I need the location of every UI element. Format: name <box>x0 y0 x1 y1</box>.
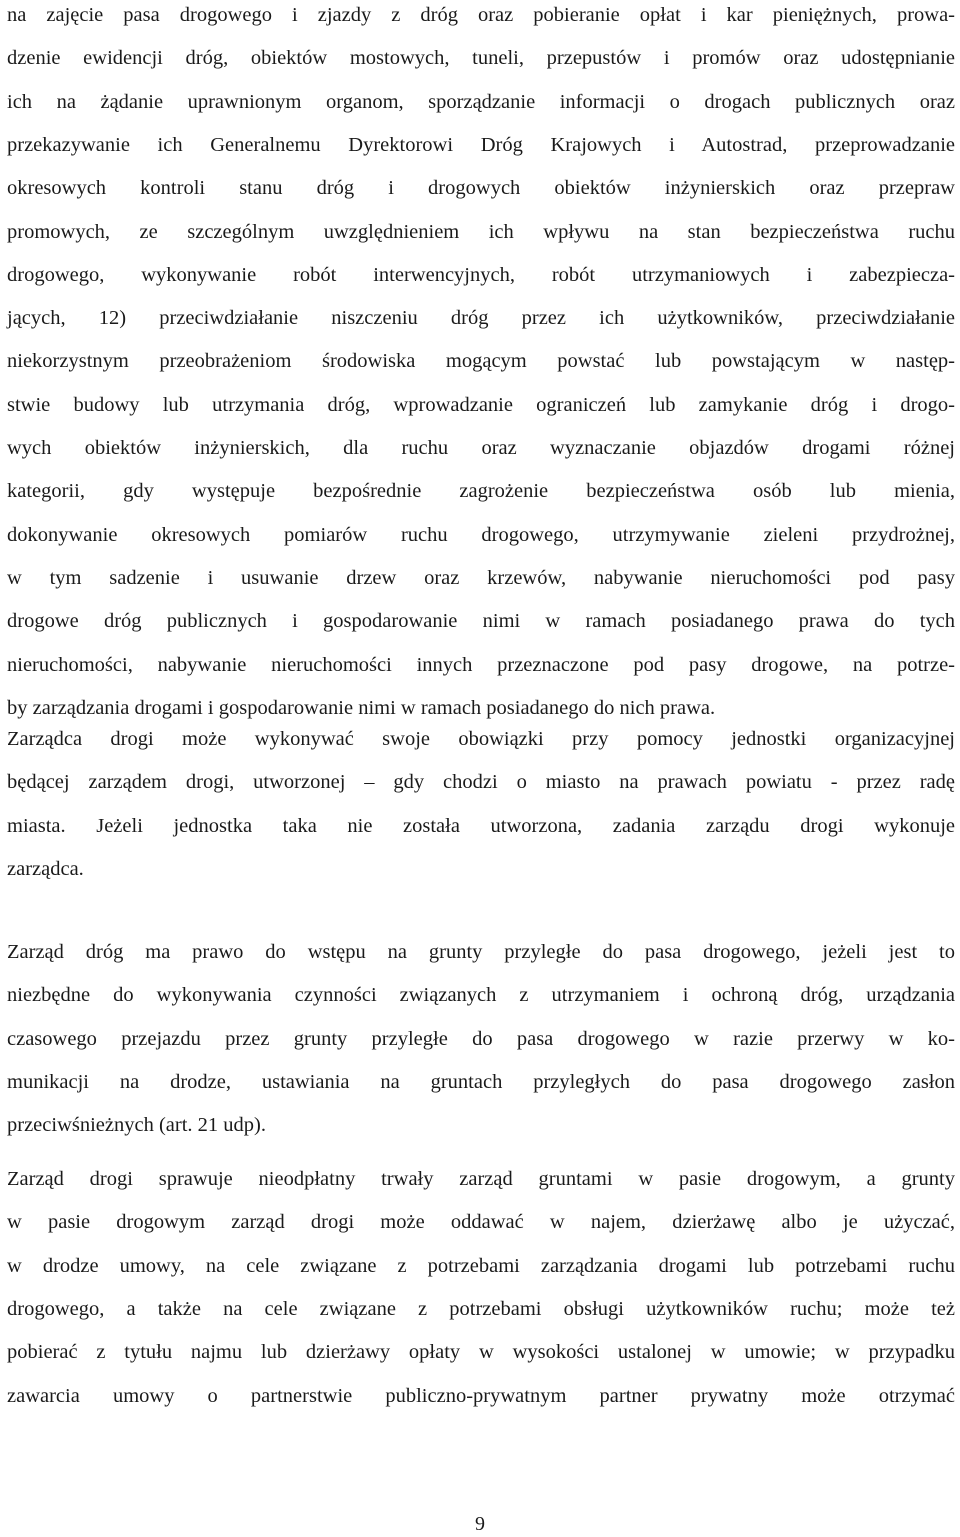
text-line: zawarcia umowy o partnerstwie publiczno-prywatnym partner prywatny może otrzymać <box>7 1384 955 1407</box>
text-line: pobierać z tytułu najmu lub dzierżawy opłaty w wysokości ustalonej w umowie; w przypadku <box>7 1341 955 1364</box>
text-line: promowych, ze szczególnym uwzględnieniem ich wpływu na stan bezpieczeństwa ruchu <box>7 220 955 243</box>
text-line: niekorzystnym przeobrażeniom środowiska mogącym powstać lub powstającym w następ- <box>7 350 955 373</box>
text-line: Zarząd dróg ma prawo do wstępu na grunty przyległe do pasa drogowego, jeżeli jest to <box>7 941 955 963</box>
page-number: 9 <box>475 1513 485 1535</box>
text-line: drogowego, wykonywanie robót interwencyjnych, robót utrzymaniowych i zabezpiecza- <box>7 263 955 286</box>
text-line: dzenie ewidencji dróg, obiektów mostowych, tuneli, przepustów i promów oraz udostępnianie <box>7 47 955 70</box>
text-line: nieruchomości, nabywanie nieruchomości innych przeznaczone pod pasy drogowe, na potrze- <box>7 653 955 676</box>
text-line: czasowego przejazdu przez grunty przyległe do pasa drogowego w razie przerwy w ko- <box>7 1027 955 1050</box>
text-line: w drodze umowy, na cele związane z potrzebami zarządzania drogami lub potrzebami ruchu <box>7 1254 955 1277</box>
text-line: munikacji na drodze, ustawiania na gruntach przyległych do pasa drogowego zasłon <box>7 1070 955 1093</box>
text-line: w tym sadzenie i usuwanie drzew oraz krzewów, nabywanie nieruchomości pod pasy <box>7 566 955 589</box>
text-line: Zarządca drogi może wykonywać swoje obowiązki przy pomocy jednostki organizacyjnej <box>7 728 955 750</box>
text-line: drogowego, a także na cele związane z potrzebami obsługi użytkowników ruchu; może też <box>7 1297 955 1320</box>
text-line: Zarząd drogi sprawuje nieodpłatny trwały zarząd gruntami w pasie drogowym, a grunty <box>7 1168 955 1190</box>
text-line: by zarządzania drogami i gospodarowanie nimi w ramach posiadanego do nich prawa. <box>7 696 716 719</box>
text-line: stwie budowy lub utrzymania dróg, wprowadzanie ograniczeń lub zamykanie dróg i drogo- <box>7 393 955 416</box>
text-line: niezbędne do wykonywania czynności związanych z utrzymaniem i ochroną dróg, urządzania <box>7 984 955 1007</box>
text-line: miasta. Jeżeli jednostka taka nie została utworzona, zadania zarządu drogi wykonuje <box>7 814 955 837</box>
text-line: dokonywanie okresowych pomiarów ruchu drogowego, utrzymywanie zieleni przydrożnej, <box>7 523 955 546</box>
text-line: zarządca. <box>7 857 84 880</box>
text-line: przekazywanie ich Generalnemu Dyrektorowi Dróg Krajowych i Autostrad, przeprowadzanie <box>7 133 955 156</box>
text-line: ich na żądanie uprawnionym organom, sporządzanie informacji o drogach publicznych oraz <box>7 90 955 113</box>
text-line: okresowych kontroli stanu dróg i drogowych obiektów inżynierskich oraz przepraw <box>7 177 955 200</box>
text-line: kategorii, gdy występuje bezpośrednie zagrożenie bezpieczeństwa osób lub mienia, <box>7 480 955 503</box>
text-line: będącej zarządem drogi, utworzonej – gdy chodzi o miasto na prawach powiatu - przez radę <box>7 771 955 794</box>
text-line: w pasie drogowym zarząd drogi może oddawać w najem, dzierżawę albo je użyczać, <box>7 1211 955 1234</box>
text-line: wych obiektów inżynierskich, dla ruchu oraz wyznaczanie objazdów drogami różnej <box>7 437 955 459</box>
text-line: jących, 12) przeciwdziałanie niszczeniu dróg przez ich użytkowników, przeciwdziałanie <box>7 307 955 330</box>
text-line: drogowe dróg publicznych i gospodarowanie nimi w ramach posiadanego prawa do tych <box>7 610 955 633</box>
text-line: na zajęcie pasa drogowego i zjazdy z dróg oraz pobieranie opłat i kar pieniężnych, prowa- <box>7 4 955 26</box>
text-line: przeciwśnieżnych (art. 21 udp). <box>7 1114 266 1137</box>
